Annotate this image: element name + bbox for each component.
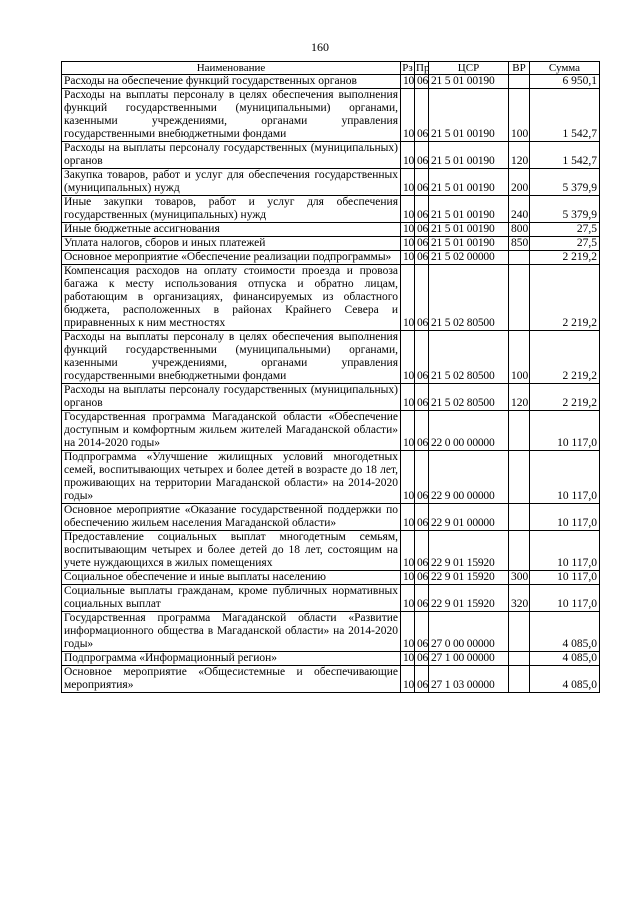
cell-rz: 10 (401, 142, 415, 169)
table-row (62, 331, 600, 384)
header-rz: Рз (402, 62, 413, 74)
cell-name: Уплата налогов, сборов и иных платежей (62, 237, 401, 251)
cell-name: Расходы на выплаты персоналу государственных (муниципальных) органов (62, 142, 401, 169)
cell-pr: 06 (415, 331, 429, 384)
cell-sum: 27,5 (530, 223, 600, 237)
cell-name: Подпрограмма «Улучшение жилищных условий многодетных семей, воспитывающих четырех и более детей в возрасте до 18 лет, проживающих на территории Магаданской области» на 2014-2020 годы» (62, 451, 401, 504)
table-row (62, 237, 600, 251)
cell-name: Компенсация расходов на оплату стоимости проезда и провоза багажа к месту использования отпуска и обратно лицам, работающим в организациях, финансируемых из областного бюджета, расположенных в районах Крайнего Севера и приравненных к ним местностях (62, 265, 401, 331)
table-row (62, 504, 600, 531)
cell-pr: 06 (415, 75, 429, 89)
cell-pr: 06 (415, 89, 429, 142)
header-pr: Пр (416, 62, 430, 74)
cell-pr: 06 (415, 612, 429, 652)
cell-pr: 06 (415, 237, 429, 251)
cell-rz: 10 (401, 331, 415, 384)
cell-sum: 10 117,0 (530, 571, 600, 585)
cell-pr: 06 (415, 531, 429, 571)
cell-pr: 06 (415, 251, 429, 265)
cell-sum: 10 117,0 (530, 504, 600, 531)
cell-vr: 800 (509, 223, 530, 237)
cell-vr: 200 (509, 169, 530, 196)
cell-name: Социальные выплаты гражданам, кроме публичных нормативных социальных выплат (62, 585, 401, 612)
cell-csr: 22 9 01 15920 (429, 531, 509, 571)
cell-name: Расходы на выплаты персоналу в целях обеспечения выполнения функций государственными (муниципальными) органами, казенными учреждениями, органами управления государственными внебюджетными фондами (62, 89, 401, 142)
cell-rz: 10 (401, 223, 415, 237)
cell-csr: 21 5 02 80500 (429, 265, 509, 331)
cell-vr: 120 (509, 142, 530, 169)
cell-csr: 27 0 00 00000 (429, 612, 509, 652)
cell-sum: 2 219,2 (530, 331, 600, 384)
cell-rz: 10 (401, 666, 415, 693)
cell-vr: 320 (509, 585, 530, 612)
cell-pr: 06 (415, 384, 429, 411)
cell-vr: 120 (509, 384, 530, 411)
cell-name: Основное мероприятие «Обеспечение реализации подпрограммы» (62, 251, 401, 265)
cell-csr: 22 9 00 00000 (429, 451, 509, 504)
cell-vr: 240 (509, 196, 530, 223)
cell-sum: 10 117,0 (530, 585, 600, 612)
cell-vr (509, 251, 530, 265)
header-sum: Сумма (530, 62, 600, 75)
cell-sum: 5 379,9 (530, 196, 600, 223)
cell-csr: 21 5 01 00190 (429, 142, 509, 169)
cell-name: Закупка товаров, работ и услуг для обеспечения государственных (муниципальных) нужд (62, 169, 401, 196)
table-row (62, 571, 600, 585)
cell-pr: 06 (415, 652, 429, 666)
cell-pr: 06 (415, 585, 429, 612)
cell-name: Расходы на выплаты персоналу в целях обеспечения выполнения функций государственными (муниципальными) органами, казенными учреждениями, органами управления государственными внебюджетными фондами (62, 331, 401, 384)
table-row (62, 251, 600, 265)
table-row (62, 585, 600, 612)
cell-vr (509, 411, 530, 451)
table-row (62, 411, 600, 451)
table-row (62, 451, 600, 504)
cell-vr: 100 (509, 89, 530, 142)
cell-csr: 22 9 01 15920 (429, 571, 509, 585)
cell-name: Основное мероприятие «Общесистемные и обеспечивающие мероприятия» (62, 666, 401, 693)
cell-vr (509, 265, 530, 331)
cell-sum: 2 219,2 (530, 384, 600, 411)
cell-rz: 10 (401, 75, 415, 89)
cell-sum: 2 219,2 (530, 265, 600, 331)
cell-sum: 1 542,7 (530, 142, 600, 169)
cell-rz: 10 (401, 251, 415, 265)
budget-table (61, 61, 600, 693)
cell-sum: 27,5 (530, 237, 600, 251)
header-row (62, 62, 600, 75)
cell-rz: 10 (401, 531, 415, 571)
cell-csr: 21 5 02 80500 (429, 331, 509, 384)
cell-rz: 10 (401, 652, 415, 666)
cell-sum: 6 950,1 (530, 75, 600, 89)
table-row (62, 75, 600, 89)
cell-sum: 4 085,0 (530, 652, 600, 666)
cell-sum: 10 117,0 (530, 411, 600, 451)
table-header (62, 62, 600, 75)
cell-sum: 1 542,7 (530, 89, 600, 142)
cell-name: Государственная программа Магаданской области «Обеспечение доступным и комфортным жильем жителей Магаданской области» на 2014-2020 годы» (62, 411, 401, 451)
cell-sum: 4 085,0 (530, 612, 600, 652)
cell-rz: 10 (401, 585, 415, 612)
cell-rz: 10 (401, 89, 415, 142)
cell-pr: 06 (415, 169, 429, 196)
cell-sum: 4 085,0 (530, 666, 600, 693)
cell-csr: 27 1 03 00000 (429, 666, 509, 693)
cell-name: Иные бюджетные ассигнования (62, 223, 401, 237)
header-csr: ЦСР (429, 62, 509, 75)
cell-pr: 06 (415, 666, 429, 693)
table-row (62, 196, 600, 223)
cell-csr: 21 5 02 80500 (429, 384, 509, 411)
table-row (62, 384, 600, 411)
cell-name: Расходы на обеспечение функций государственных органов (62, 75, 401, 89)
table-row (62, 223, 600, 237)
cell-pr: 06 (415, 142, 429, 169)
cell-name: Социальное обеспечение и иные выплаты населению (62, 571, 401, 585)
cell-pr: 06 (415, 223, 429, 237)
cell-rz: 10 (401, 237, 415, 251)
cell-vr: 100 (509, 331, 530, 384)
cell-sum: 10 117,0 (530, 451, 600, 504)
cell-rz: 10 (401, 411, 415, 451)
table-row (62, 652, 600, 666)
table-row (62, 142, 600, 169)
cell-rz: 10 (401, 265, 415, 331)
cell-rz: 10 (401, 451, 415, 504)
cell-csr: 22 9 01 15920 (429, 585, 509, 612)
cell-csr: 21 5 01 00190 (429, 169, 509, 196)
cell-sum: 10 117,0 (530, 531, 600, 571)
table-row (62, 169, 600, 196)
cell-pr: 06 (415, 411, 429, 451)
cell-csr: 22 9 01 00000 (429, 504, 509, 531)
cell-name: Иные закупки товаров, работ и услуг для обеспечения государственных (муниципальных) нужд (62, 196, 401, 223)
cell-vr: 850 (509, 237, 530, 251)
cell-pr: 06 (415, 571, 429, 585)
header-name: Наименование (62, 62, 401, 75)
cell-csr: 22 0 00 00000 (429, 411, 509, 451)
table-body (62, 75, 600, 693)
cell-csr: 21 5 02 00000 (429, 251, 509, 265)
cell-csr: 21 5 01 00190 (429, 75, 509, 89)
cell-name: Расходы на выплаты персоналу государственных (муниципальных) органов (62, 384, 401, 411)
cell-name: Подпрограмма «Информационный регион» (62, 652, 401, 666)
cell-rz: 10 (401, 612, 415, 652)
cell-pr: 06 (415, 196, 429, 223)
table-row (62, 89, 600, 142)
cell-sum: 5 379,9 (530, 169, 600, 196)
table-row (62, 531, 600, 571)
cell-vr (509, 75, 530, 89)
cell-csr: 27 1 00 00000 (429, 652, 509, 666)
cell-vr (509, 504, 530, 531)
cell-sum: 2 219,2 (530, 251, 600, 265)
table-row (62, 666, 600, 693)
cell-rz: 10 (401, 169, 415, 196)
cell-rz: 10 (401, 384, 415, 411)
table-row (62, 265, 600, 331)
cell-name: Государственная программа Магаданской области «Развитие информационного общества в Магаданской области» на 2014-2020 годы» (62, 612, 401, 652)
cell-rz: 10 (401, 504, 415, 531)
cell-vr (509, 451, 530, 504)
cell-csr: 21 5 01 00190 (429, 223, 509, 237)
cell-pr: 06 (415, 504, 429, 531)
cell-csr: 21 5 01 00190 (429, 237, 509, 251)
cell-pr: 06 (415, 451, 429, 504)
cell-vr (509, 531, 530, 571)
cell-csr: 21 5 01 00190 (429, 196, 509, 223)
cell-rz: 10 (401, 571, 415, 585)
cell-rz: 10 (401, 196, 415, 223)
cell-vr (509, 652, 530, 666)
cell-pr: 06 (415, 265, 429, 331)
table-row (62, 612, 600, 652)
cell-csr: 21 5 01 00190 (429, 89, 509, 142)
cell-name: Предоставление социальных выплат многодетным семьям, воспитывающим четырех и более детей до 18 лет, состоящим на учете нуждающихся в жилых помещениях (62, 531, 401, 571)
header-vr: ВР (509, 62, 530, 75)
cell-vr: 300 (509, 571, 530, 585)
cell-name: Основное мероприятие «Оказание государственной поддержки по обеспечению жильем населения Магаданской области» (62, 504, 401, 531)
cell-vr (509, 612, 530, 652)
cell-vr (509, 666, 530, 693)
page-number: 160 (311, 40, 329, 54)
